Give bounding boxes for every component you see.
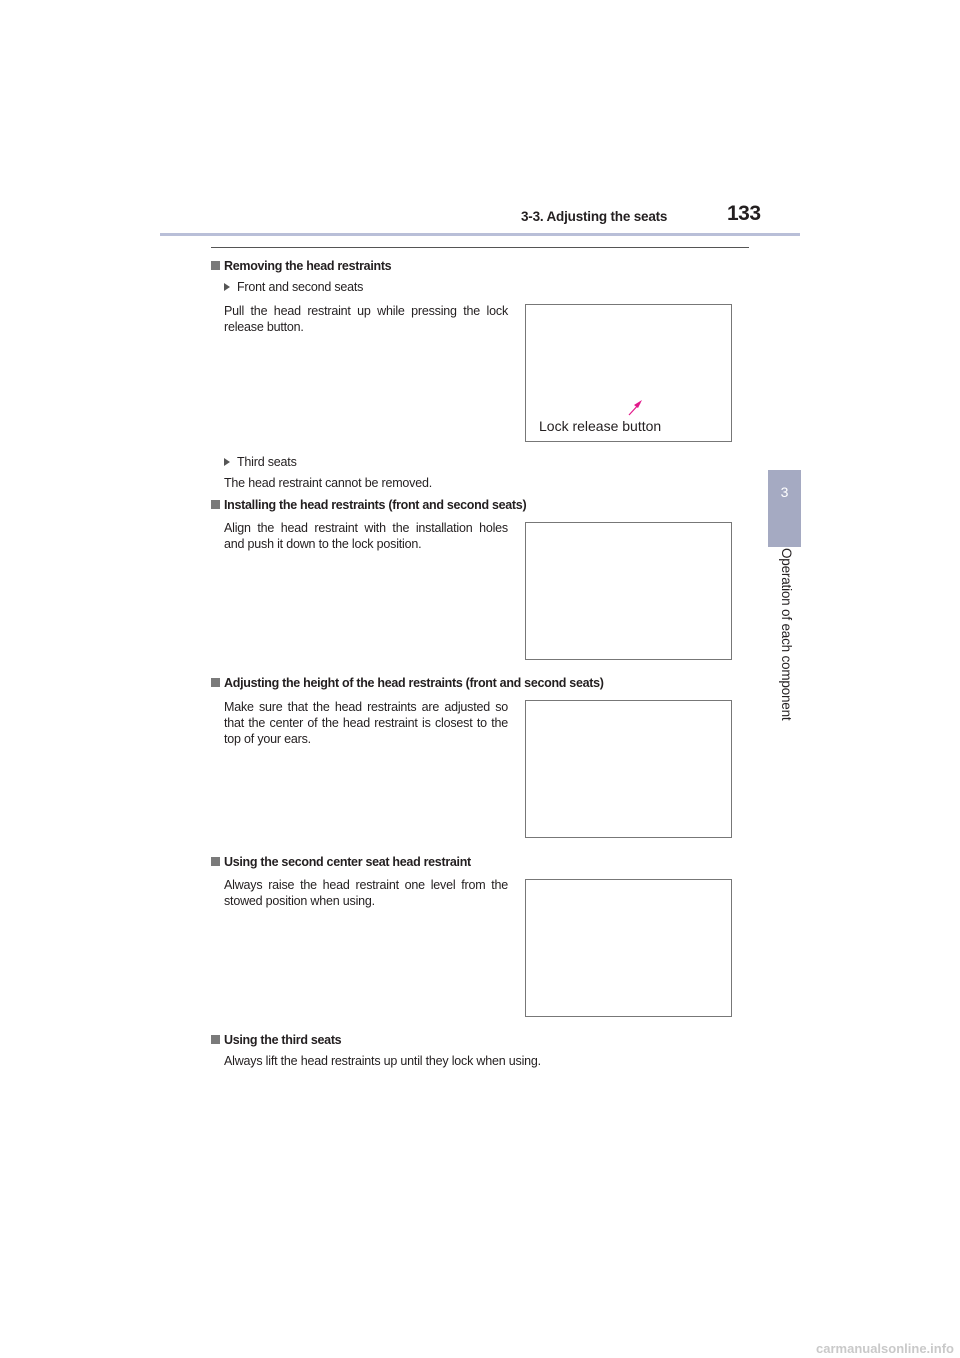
heading-installing-text: Installing the head restraints (front and second seats) xyxy=(224,498,527,512)
heading-adjusting-text: Adjusting the height of the head restraints (front and second seats) xyxy=(224,676,604,690)
square-bullet-icon xyxy=(211,678,220,687)
page-number: 133 xyxy=(727,202,761,225)
content-rule xyxy=(211,247,749,248)
watermark: carmanualsonline.info xyxy=(816,1341,954,1356)
square-bullet-icon xyxy=(211,857,220,866)
heading-third-seats xyxy=(211,1033,341,1047)
triangle-bullet-icon xyxy=(224,458,230,466)
header-divider xyxy=(160,233,800,236)
figure-label-lock-release: Lock release button xyxy=(539,418,662,434)
chapter-number: 3 xyxy=(780,484,789,500)
heading-second-center xyxy=(211,855,471,869)
square-bullet-icon xyxy=(211,261,220,270)
second-center-text: Always raise the head restraint one level from the stowed position when using. xyxy=(224,878,508,908)
triangle-bullet-icon xyxy=(224,283,230,291)
sub-third-seats-text: Third seats xyxy=(237,455,297,469)
heading-installing xyxy=(211,498,526,512)
third-seats-text: Always lift the head restraints up until they lock when using. xyxy=(224,1054,541,1068)
square-bullet-icon xyxy=(211,1035,220,1044)
sub-third-seats xyxy=(224,455,297,469)
installing-text: Align the head restraint with the installation holes and push it down to the lock position. xyxy=(224,521,508,551)
chapter-tab xyxy=(768,470,801,547)
heading-adjusting xyxy=(211,676,604,690)
figure-installing xyxy=(525,522,732,660)
heading-second-center-text: Using the second center seat head restraint xyxy=(224,855,471,869)
sub-front-second-text: Front and second seats xyxy=(237,280,364,294)
heading-removing-text: Removing the head restraints xyxy=(224,259,392,273)
removing-front-text: Pull the head restraint up while pressing the lock release button. xyxy=(224,304,508,334)
heading-removing xyxy=(211,259,391,273)
removing-third-text: The head restraint cannot be removed. xyxy=(224,476,433,490)
figure-adjusting xyxy=(525,700,732,838)
square-bullet-icon xyxy=(211,500,220,509)
heading-third-seats-text: Using the third seats xyxy=(224,1033,342,1047)
figure-second-center xyxy=(525,879,732,1017)
adjusting-text: Make sure that the head restraints are adjusted so that the center of the head restraint is closest to the top of your ears. xyxy=(224,700,508,746)
section-title: 3-3. Adjusting the seats xyxy=(521,209,668,224)
chapter-title: Operation of each component xyxy=(779,548,794,721)
sub-front-second xyxy=(224,280,363,294)
